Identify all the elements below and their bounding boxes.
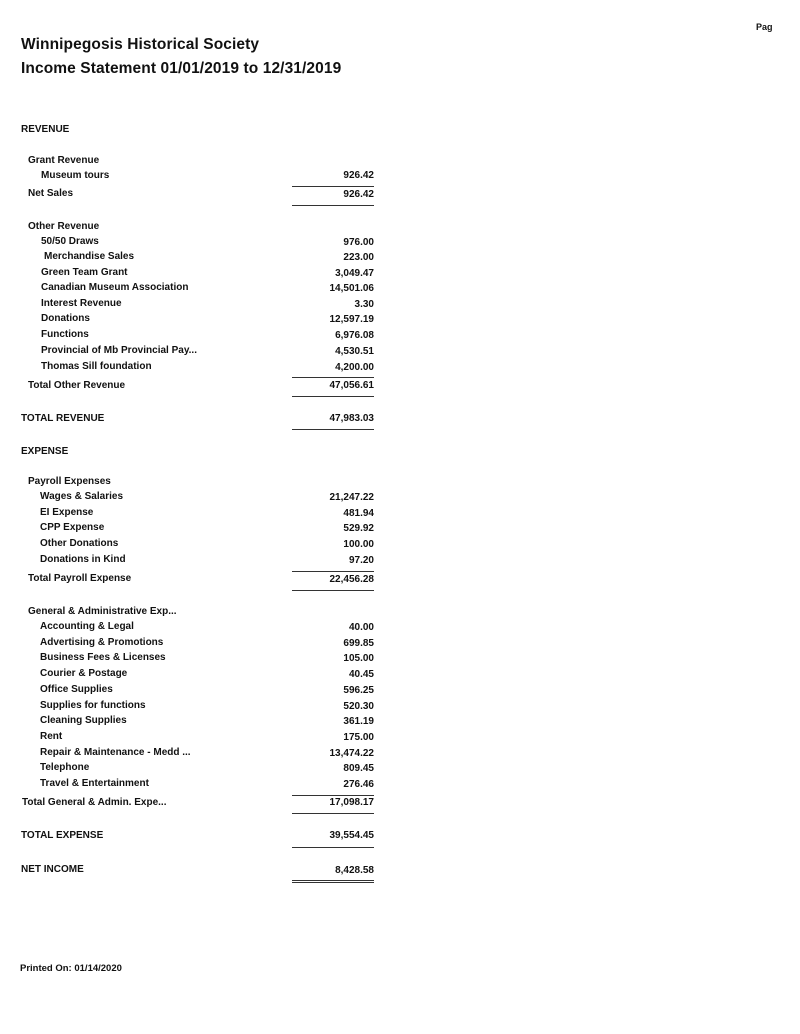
line-item-label: Canadian Museum Association [41, 282, 189, 293]
statement-period-title: Income Statement 01/01/2019 to 12/31/2019 [21, 60, 342, 77]
net-sales-value: 926.42 [343, 189, 374, 200]
line-item-value: 361.19 [343, 716, 374, 727]
line-item-label: Interest Revenue [41, 298, 122, 309]
line-item-value: 14,501.06 [329, 283, 374, 294]
line-item-value: 13,474.22 [329, 748, 374, 759]
line-item-label: 50/50 Draws [41, 236, 99, 247]
total-rule [292, 590, 374, 591]
total-other-revenue-label: Total Other Revenue [28, 380, 126, 391]
line-item-label: Merchandise Sales [44, 251, 135, 262]
total-general-admin-value: 17,098.17 [329, 797, 374, 808]
line-item-label: Business Fees & Licenses [40, 652, 166, 663]
line-item-label: Travel & Entertainment [40, 778, 149, 789]
line-item-value: 100.00 [343, 539, 374, 550]
total-other-revenue-value: 47,056.61 [329, 380, 374, 391]
line-item-value: 105.00 [343, 653, 374, 664]
total-revenue-label: TOTAL REVENUE [21, 413, 105, 424]
line-item-value: 97.20 [348, 555, 374, 566]
net-income-label: NET INCOME [21, 864, 84, 875]
total-rule [292, 205, 374, 206]
line-item-label: Rent [40, 731, 63, 742]
net-sales-label: Net Sales [28, 188, 74, 199]
line-item-label: Wages & Salaries [40, 491, 124, 502]
line-item-label: Donations [41, 313, 90, 324]
line-item-value: 699.85 [343, 638, 374, 649]
subtotal-rule [292, 571, 374, 572]
line-item-label: Telephone [40, 762, 90, 773]
line-item-label: EI Expense [40, 507, 94, 518]
line-item-value: 3.30 [354, 299, 374, 310]
general-admin-heading: General & Administrative Exp... [28, 606, 177, 617]
total-rule [292, 847, 374, 848]
other-revenue-heading: Other Revenue [28, 221, 100, 232]
line-item-value: 596.25 [343, 685, 374, 696]
line-item-label: CPP Expense [40, 522, 105, 533]
line-item-label: Repair & Maintenance - Medd ... [40, 747, 191, 758]
total-rule [292, 813, 374, 814]
line-item-label: Accounting & Legal [40, 621, 134, 632]
line-item-label: Advertising & Promotions [40, 637, 164, 648]
line-item-label: Museum tours [41, 170, 110, 181]
subtotal-rule [292, 795, 374, 796]
line-item-label: Other Donations [40, 538, 119, 549]
line-item-label: Provincial of Mb Provincial Pay... [41, 345, 197, 356]
line-item-value: 6,976.08 [335, 330, 374, 341]
line-item-value: 21,247.22 [329, 492, 374, 503]
total-expense-label: TOTAL EXPENSE [21, 830, 104, 841]
total-payroll-expense-label: Total Payroll Expense [28, 573, 132, 584]
total-rule [292, 396, 374, 397]
line-item-label: Office Supplies [40, 684, 113, 695]
line-item-value: 175.00 [343, 732, 374, 743]
line-item-value: 12,597.19 [329, 314, 374, 325]
line-item-value: 4,530.51 [335, 346, 374, 357]
page-number-label: Pag [756, 22, 773, 32]
total-rule [292, 429, 374, 430]
line-item-value: 40.00 [348, 622, 374, 633]
line-item-label: Courier & Postage [40, 668, 128, 679]
line-item-value: 223.00 [343, 252, 374, 263]
subtotal-rule [292, 377, 374, 378]
net-income-double-rule [292, 880, 374, 883]
revenue-section-heading: REVENUE [21, 124, 70, 135]
line-item-value: 3,049.47 [335, 268, 374, 279]
organization-title: Winnipegosis Historical Society [21, 36, 260, 53]
line-item-value: 40.45 [348, 669, 374, 680]
total-general-admin-label: Total General & Admin. Expe... [22, 797, 167, 808]
subtotal-rule [292, 186, 374, 187]
line-item-value: 926.42 [343, 170, 374, 181]
line-item-value: 481.94 [343, 508, 374, 519]
line-item-label: Cleaning Supplies [40, 715, 127, 726]
payroll-expenses-heading: Payroll Expenses [28, 476, 111, 487]
net-income-value: 8,428.58 [335, 865, 374, 876]
line-item-value: 276.46 [343, 779, 374, 790]
line-item-value: 809.45 [343, 763, 374, 774]
line-item-label: Green Team Grant [41, 267, 128, 278]
line-item-value: 4,200.00 [335, 362, 374, 373]
line-item-value: 976.00 [343, 237, 374, 248]
line-item-value: 520.30 [343, 701, 374, 712]
total-revenue-value: 47,983.03 [329, 413, 374, 424]
line-item-value: 529.92 [343, 523, 374, 534]
line-item-label: Functions [41, 329, 89, 340]
line-item-label: Supplies for functions [40, 700, 146, 711]
line-item-label: Donations in Kind [40, 554, 126, 565]
total-expense-value: 39,554.45 [329, 830, 374, 841]
total-payroll-expense-value: 22,456.28 [329, 574, 374, 585]
printed-on-footer: Printed On: 01/14/2020 [20, 963, 122, 974]
line-item-label: Thomas Sill foundation [41, 361, 152, 372]
grant-revenue-heading: Grant Revenue [28, 155, 100, 166]
expense-section-heading: EXPENSE [21, 446, 69, 457]
